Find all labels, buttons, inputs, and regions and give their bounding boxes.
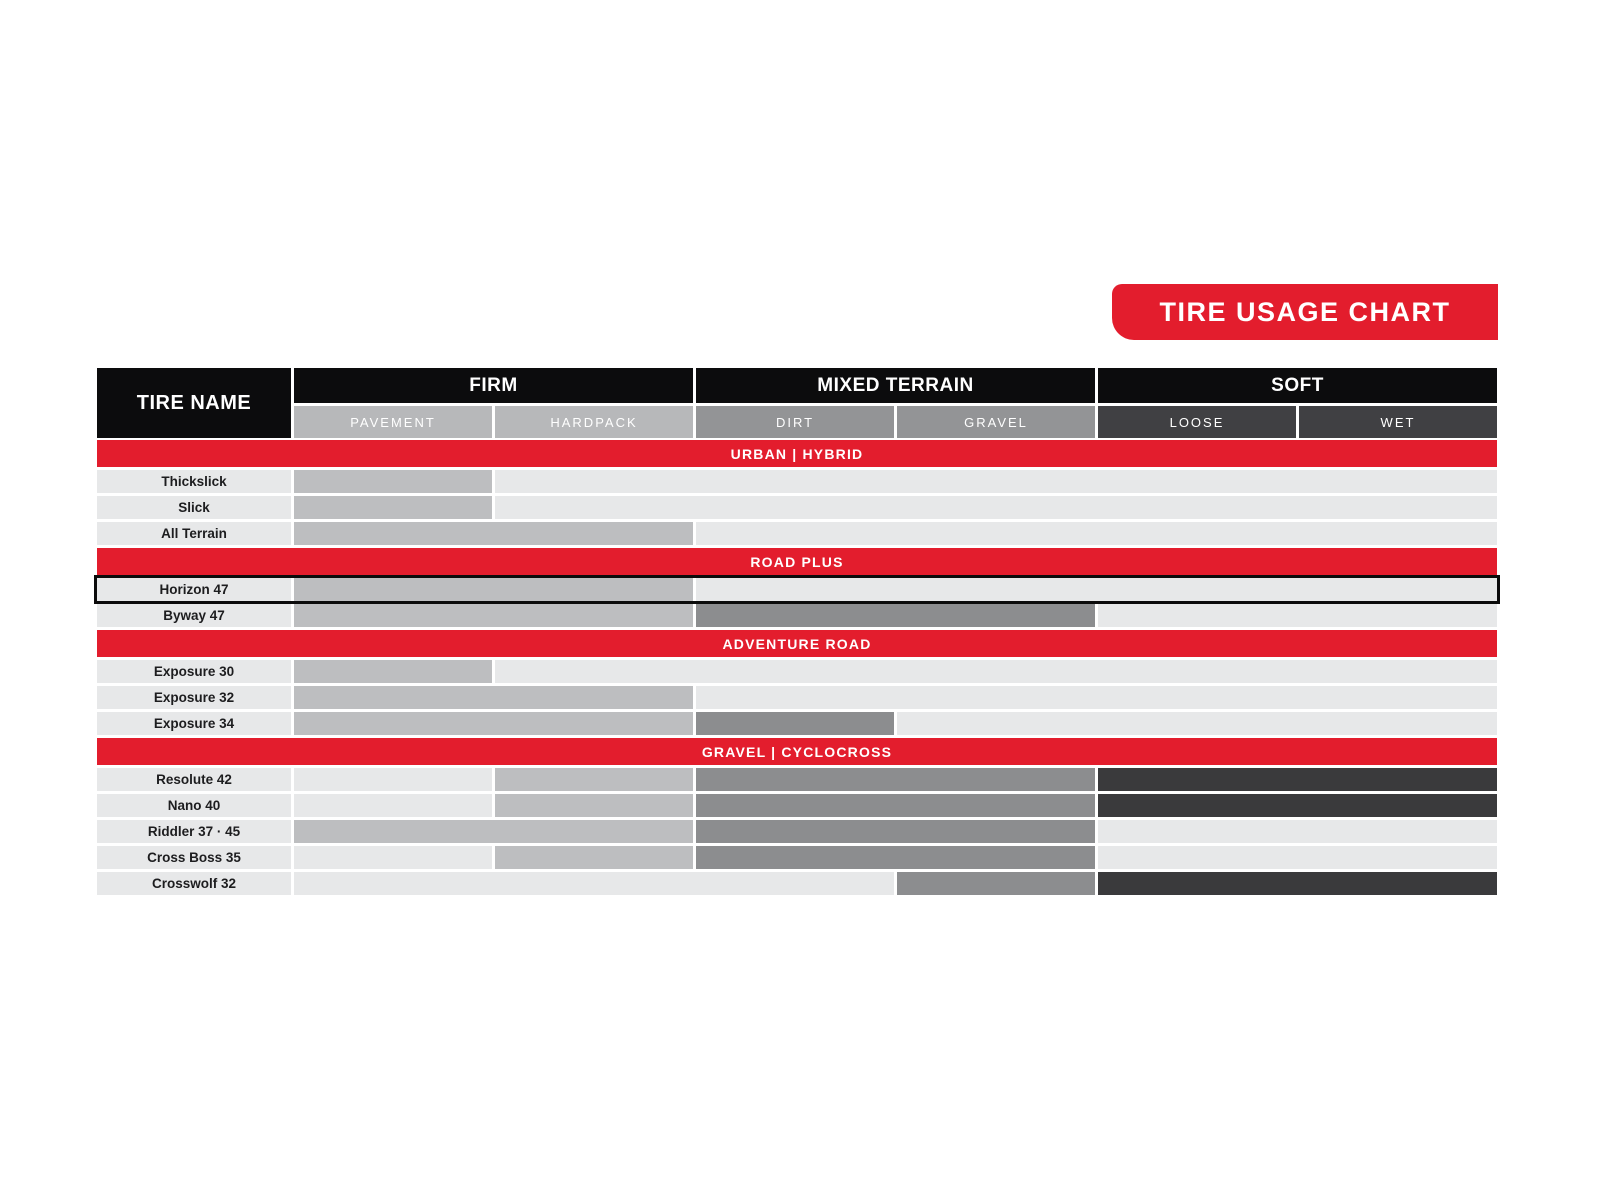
usage-segment-dark <box>1098 768 1497 791</box>
header-group-soft: SOFT <box>1098 368 1497 403</box>
usage-segment-light <box>495 794 693 817</box>
header-sub-wet: WET <box>1299 406 1497 438</box>
tire-name: Cross Boss 35 <box>97 846 291 869</box>
header-sub-hardpack: HARDPACK <box>495 406 693 438</box>
usage-segment-light <box>294 578 693 601</box>
usage-track-empty <box>294 768 492 791</box>
section-banner-label: GRAVEL | CYCLOCROSS <box>701 743 893 760</box>
usage-track-empty <box>294 872 894 895</box>
tire-name: Riddler 37 · 45 <box>97 820 291 843</box>
section-banner-2 <box>97 630 1497 657</box>
usage-track-empty <box>696 578 1497 601</box>
header-tire-name: TIRE NAME <box>97 368 291 438</box>
usage-track-empty <box>1098 604 1497 627</box>
usage-track-empty <box>294 794 492 817</box>
usage-segment-light <box>294 686 693 709</box>
usage-segment-light <box>294 604 693 627</box>
tire-name: Nano 40 <box>97 794 291 817</box>
tire-name: Byway 47 <box>97 604 291 627</box>
header-group-firm: FIRM <box>294 368 693 403</box>
section-banner-1 <box>97 548 1497 575</box>
usage-track-empty <box>495 660 1497 683</box>
table-body <box>97 440 1497 895</box>
table-row <box>97 712 1497 735</box>
tire-name: Exposure 34 <box>97 712 291 735</box>
usage-segment-medium <box>696 846 1095 869</box>
section-banner-label: ROAD PLUS <box>750 553 844 570</box>
tire-name: Exposure 32 <box>97 686 291 709</box>
header-sub-pavement: PAVEMENT <box>294 406 492 438</box>
usage-segment-dark <box>1098 872 1497 895</box>
header-sub-gravel: GRAVEL <box>897 406 1095 438</box>
table-row <box>97 496 1497 519</box>
tire-usage-table <box>97 368 1497 898</box>
usage-segment-light <box>495 768 693 791</box>
table-row <box>97 846 1497 869</box>
usage-track-empty <box>1098 820 1497 843</box>
tire-name: Slick <box>97 496 291 519</box>
tire-name: Crosswolf 32 <box>97 872 291 895</box>
table-row <box>97 872 1497 895</box>
table-row <box>97 768 1497 791</box>
tire-name: Horizon 47 <box>97 578 291 601</box>
usage-segment-light <box>294 496 492 519</box>
usage-segment-medium <box>696 604 1095 627</box>
page-title: TIRE USAGE CHART <box>1159 296 1451 327</box>
table-row <box>97 686 1497 709</box>
usage-track-empty <box>495 470 1497 493</box>
section-banner-0 <box>97 440 1497 467</box>
tire-name: Resolute 42 <box>97 768 291 791</box>
usage-segment-light <box>294 712 693 735</box>
usage-track-empty <box>1098 846 1497 869</box>
section-banner-3 <box>97 738 1497 765</box>
table-row <box>97 820 1497 843</box>
header-sub-dirt: DIRT <box>696 406 894 438</box>
usage-segment-medium <box>696 712 894 735</box>
tire-name: Thickslick <box>97 470 291 493</box>
usage-track-empty <box>696 522 1497 545</box>
table-row <box>97 578 1497 601</box>
section-banner-label: URBAN | HYBRID <box>730 445 864 462</box>
usage-segment-medium <box>696 768 1095 791</box>
header-sub-loose: LOOSE <box>1098 406 1296 438</box>
section-banner-label: ADVENTURE ROAD <box>722 635 872 652</box>
title-banner <box>1112 284 1498 340</box>
usage-track-empty <box>897 712 1497 735</box>
usage-segment-light <box>294 522 693 545</box>
tire-name: All Terrain <box>97 522 291 545</box>
table-row <box>97 522 1497 545</box>
usage-segment-dark <box>1098 794 1497 817</box>
usage-segment-light <box>294 470 492 493</box>
usage-segment-light <box>294 820 693 843</box>
usage-segment-medium <box>897 872 1095 895</box>
usage-segment-medium <box>696 794 1095 817</box>
usage-track-empty <box>294 846 492 869</box>
table-header <box>97 368 1497 438</box>
usage-segment-light <box>495 846 693 869</box>
usage-segment-light <box>294 660 492 683</box>
usage-track-empty <box>495 496 1497 519</box>
header-group-mixed-terrain: MIXED TERRAIN <box>696 368 1095 403</box>
table-row <box>97 604 1497 627</box>
table-row <box>97 470 1497 493</box>
usage-segment-medium <box>696 820 1095 843</box>
usage-track-empty <box>696 686 1497 709</box>
tire-name: Exposure 30 <box>97 660 291 683</box>
table-row <box>97 660 1497 683</box>
table-row <box>97 794 1497 817</box>
